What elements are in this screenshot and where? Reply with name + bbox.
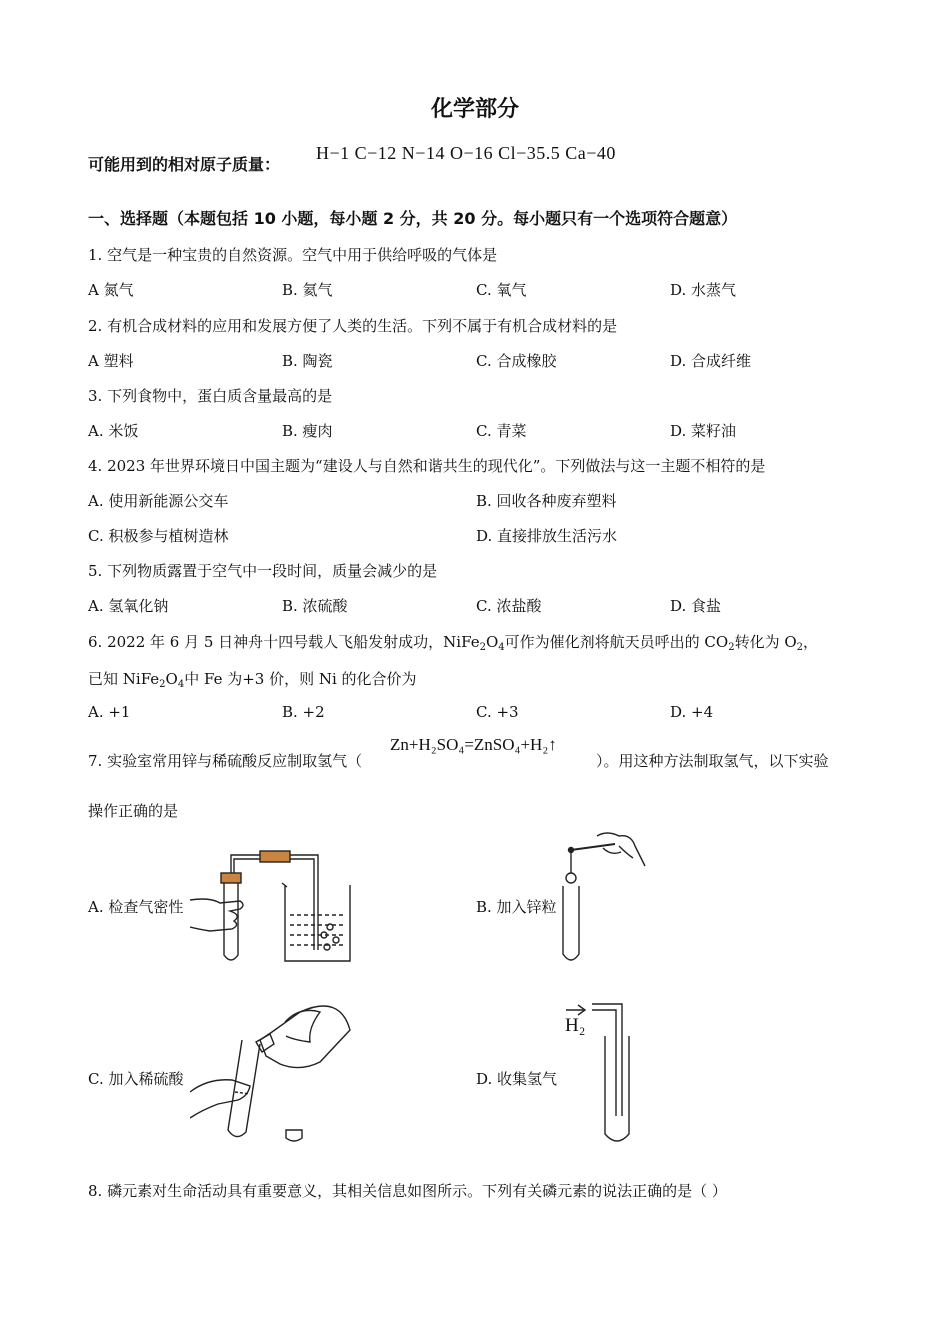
q3-option-d: D. 菜籽油 [670, 422, 737, 440]
q4-option-b: B. 回收各种废弃塑料 [476, 492, 617, 510]
question-7-stem-pre: 7. 实验室常用锌与稀硫酸反应制取氢气（ [88, 752, 363, 770]
q5-option-a: A. 氢氧化钠 [88, 597, 169, 615]
q2-option-a: A 塑料 [88, 352, 134, 370]
q1-option-a: A 氮气 [88, 281, 134, 299]
q3-option-b: B. 瘦肉 [282, 422, 333, 440]
q7-option-b: B. 加入锌粒 [476, 898, 557, 916]
q4-option-c: C. 积极参与植树造林 [88, 527, 229, 545]
figure-d-collecting-hydrogen [560, 998, 650, 1148]
question-4-stem: 4. 2023 年世界环境日中国主题为“建设人与自然和谐共生的现代化”。下列做法与这一主题不相符的是 [88, 457, 766, 475]
atomic-mass-values: H−1 C−12 N−14 O−16 Cl−35.5 Ca−40 [316, 143, 616, 163]
q4-option-d: D. 直接排放生活污水 [476, 527, 618, 545]
q5-option-b: B. 浓硫酸 [282, 597, 348, 615]
question-6-stem: 6. 2022 年 6 月 5 日神舟十四号载人飞船发射成功，$NiFe_2O_4$可作为催化剂将航天员呼出的 $CO_2$转化为 $O_2$， [88, 633, 819, 653]
question-2-stem: 2. 有机合成材料的应用和发展方便了人类的生活。下列不属于有机合成材料的是 [88, 317, 618, 335]
question-3-stem: 3. 下列食物中，蛋白质含量最高的是 [88, 387, 333, 405]
reaction-equation: Zn+H₂SO₄=ZnSO₄+H₂↑ [390, 735, 557, 754]
figure-c-adding-acid [190, 992, 365, 1152]
figure-a-airtightness-check [190, 845, 360, 970]
question-8-stem: 8. 磷元素对生命活动具有重要意义，其相关信息如图所示。下列有关磷元素的说法正确的是（ ） [88, 1182, 727, 1200]
q7-option-a: A. 检查气密性 [88, 898, 184, 916]
q4-option-a: A. 使用新能源公交车 [88, 492, 229, 510]
question-7-stem-post: ）。用这种方法制取氢气，以下实验 [596, 752, 829, 770]
figure-b-adding-zinc [555, 828, 655, 968]
atomic-mass-label: 可能用到的相对原子质量： [88, 155, 281, 174]
q6-option-c: C. +3 [476, 703, 519, 721]
q6-option-d: D. +4 [670, 703, 714, 721]
q3-option-a: A. 米饭 [88, 422, 139, 440]
q1-option-c: C. 氧气 [476, 281, 527, 299]
q5-option-c: C. 浓盐酸 [476, 597, 542, 615]
section-heading: 一、选择题（本题包括 10 小题，每小题 2 分，共 20 分。每小题只有一个选项符合题意） [88, 209, 738, 228]
q6-option-a: A. +1 [88, 703, 131, 721]
q1-option-b: B. 氦气 [282, 281, 333, 299]
q2-option-c: C. 合成橡胶 [476, 352, 557, 370]
question-6-stem-line2: 已知 $NiFe_2O_4$中 Fe 为+3 价，则 Ni 的化合价为 [88, 670, 417, 690]
q2-option-b: B. 陶瓷 [282, 352, 333, 370]
question-7-stem-line2: 操作正确的是 [88, 802, 179, 820]
page-title: 化学部分 [430, 97, 519, 122]
q5-option-d: D. 食盐 [670, 597, 722, 615]
question-5-stem: 5. 下列物质露置于空气中一段时间，质量会减少的是 [88, 562, 438, 580]
question-1-stem: 1. 空气是一种宝贵的自然资源。空气中用于供给呼吸的气体是 [88, 246, 498, 264]
q6-option-b: B. +2 [282, 703, 325, 721]
q1-option-d: D. 水蒸气 [670, 281, 737, 299]
q2-option-d: D. 合成纤维 [670, 352, 752, 370]
q3-option-c: C. 青菜 [476, 422, 527, 440]
h2-label: H₂ [565, 1015, 586, 1036]
q7-option-c: C. 加入稀硫酸 [88, 1070, 184, 1088]
q7-option-d: D. 收集氢气 [476, 1070, 558, 1088]
